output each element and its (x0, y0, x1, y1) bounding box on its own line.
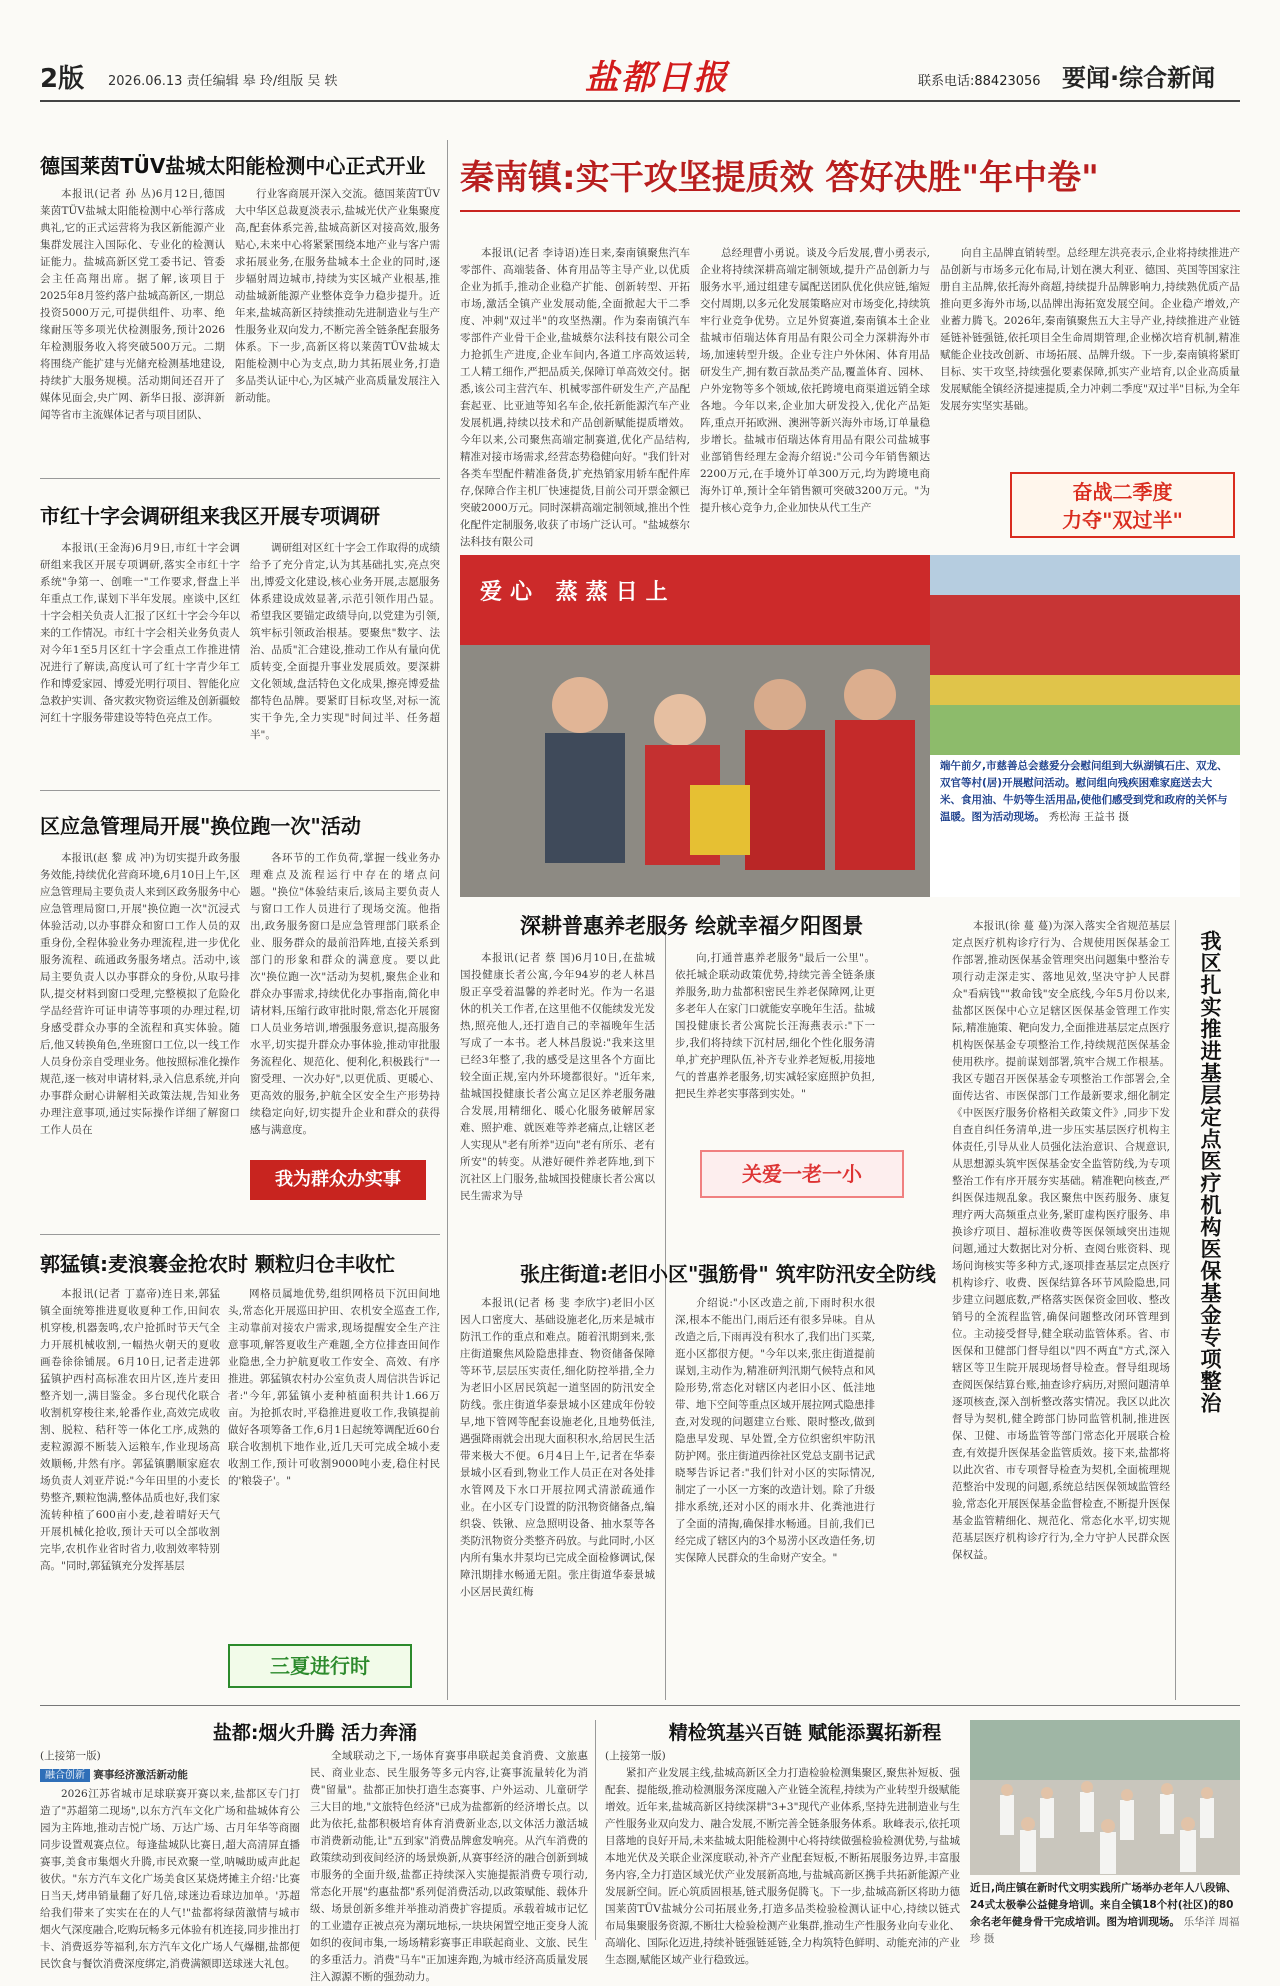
article-body: 本报讯(记者 李诗语)连日来,秦南镇聚焦汽车零部件、高端装备、体育用品等主导产业,以优质企业为抓手,推动企业稳产扩能、创新转型、开拓市场,激活全镇产业发展动能,全面掀起大干二季度、冲刺"双过半"的攻坚热潮。作为秦南镇汽车零部件产业骨干企业,盐城蔡尔法科技有限公司全力抢抓生产进度,企业车间内,各道工序高效运转,工人精工细作,严把品质关,保障订单高效交付。据悉,该公司主营汽车、机械零部件研发生产,产品配套起亚、比亚迪等知名车企,依托新能源汽车产业发展机遇,持续以技术和产品创新赋能提质增效。今年以来,公司聚焦高端定制赛道,优化产品结构,精准对接市场需求,经营态势稳健向好。"我们针对各类车型配件精准备货,扩充热销家用轿车配件库存,保障合作主机厂快速提货,目前公司开票金额已突破2000万元。同时深耕高端定制领域,推出个性化配件定制服务,收获了市场广泛认可。"盐城蔡尔法科技有限公司 (460, 247, 690, 548)
section-divider (40, 478, 440, 479)
headline-rule (460, 210, 1240, 212)
article-title: 我区扎实推进基层定点医疗机构医保基金专项整治 (1198, 930, 1222, 1414)
article-title: 区应急管理局开展"换位跑一次"活动 (40, 814, 361, 838)
column-divider (595, 1720, 596, 1940)
photo-caption: 近日,尚庄镇在新时代文明实践所广场举办老年人八段锦、24式太极拳公益健身培训。来自全镇18个村(社区)的80余名老年健身骨干完成培训。图为培训现场。 乐华洋 周福珍 摄 (970, 1882, 1240, 1945)
section-divider (40, 790, 440, 791)
article-body: 各环节的工作负荷,掌握一线业务办理难点及流程运行中存在的堵点问题。"换位"体验结束后,该局主要负责人与窗口工作人员进行了现场交流。他指出,政务服务窗口是应急管理部门联系企业、服务群众的最前沿阵地,直接关系到部门的形象和群众的满意度。要以此次"换位跑一次"活动为契机,聚焦企业和群众办事需求,持续优化办事指南,简化申请材料,压缩行政审批时限,常态化开展窗口人员业务培训,增强服务意识,提高服务水平,切实提升群众办事体验,推动审批服务流程化、规范化、便利化,积极践行"一窗受理、一次办好",以更优质、更暖心、更高效的服务,护航全区安全生产形势持续稳定向好,切实提升企业和群众的获得感与满意度。 (250, 852, 440, 1136)
slogan-line: 奋战二季度 (1072, 480, 1173, 504)
article-body: 向自主品牌直销转型。总经理左洪亮表示,企业将持续推进产品创新与市场多元化布局,计划在澳大利亚、德国、英国等国家注册自主品牌,依托海外商超,持续提升品牌影响力,持续熟优质产品推向更多海外市场,以品牌出海拓宽发展空间。企业稳产增效,产业蓄力腾飞。2026年,秦南镇聚焦五大主导产业,持续推进产业链延链补链强链,依托项目全生命周期管理,企业梯次培育机制,精准赋能企业技改创新、市场拓展、品牌升级。下一步,秦南镇将紧盯目标、实干攻坚,持续强化要素保障,抓实产业培育,以企业高质量发展赋能全镇经济提速提质,全力冲刺二季度"双过半"目标,为全年发展夯实坚实基础。 (940, 247, 1240, 412)
photo-banner-text: 爱心 蒸蒸日上 (480, 580, 676, 605)
headline: 秦南镇:实干攻坚提质效 答好决胜"年中卷" (460, 158, 1099, 198)
article-body: 总经理曹小勇说。谈及今后发展,曹小勇表示,企业将持续深耕高端定制领域,提升产品创新力与服务水平,通过组建专属配送团队优化供应链,缩短交付周期,以多元化发展策略应对市场变化,持续筑牢行业竞争优势。立足外贸赛道,秦南镇本土企业盐城市佰瑞达体育用品有限公司全力深耕海外市场,加速转型升级。企业专注户外休闲、体育用品研发生产,拥有数百款品类产品,覆盖体育、园林、户外宠物等多个领域,依托跨境电商渠道远销全球各地。今年以来,企业加大研发投入,优化产品矩阵,重点开拓欧洲、澳洲等新兴海外市场,订单量稳步增长。盐城市佰瑞达体育用品有限公司盐城事业部销售经理左金海介绍说:"公司今年销售额达2200万元,在手境外订单300万元,均为跨境电商海外订单,预计全年销售额可突破3200万元。"为提升核心竞争力,企业加快从代工生产 (700, 247, 930, 514)
article-body: 本报讯(徐 蔓 蔓)为深入落实全省规范基层定点医疗机构诊疗行为、合规使用医保基金工作部署,推动医保基金管理突出问题集中整治专项行动走深走实、落地见效,坚决守护人民群众"看病钱""救命钱"安全底线,今年5月份以来,盐都区医保中心立足辖区医保基金管理工作实际,精准施策、靶向发力,全面推进基层定点医疗机构医保基金专项整治工作,持续规范医保基金使用秩序。提前谋划部署,筑牢合规工作根基。我区专题召开医保基金专项整治工作部署会,全面传达省、市医保部门工作最新要求,细化制定《中医医疗服务价格相关政策文件》,同步下发自查自纠任务清单,进一步压实基层医疗机构主体责任,引导从业人员强化法治意识、合规意识,从思想源头筑牢医保基金安全监管防线,为专项整治工作有序开展夯实基础。精准靶向核查,严纠医保违规乱象。我区聚焦中医药服务、康复理疗两大高频重点业务,紧盯虚构医疗服务、串换诊疗项目、超标准收费等医保领域突出违规问题,通过大数据比对分析、查阅台账资料、现场问询核实等多种方式,逐项排查基层定点医疗机构诊疗、收费、医保结算各环节风险隐患,同步建立问题底数,严格落实医保资金回收、整改销号的全流程监管,确保问题整改闭环管理到位。主动接受督导,健全联动监管体系。省、市医保和卫健部门督导组以"四不两直"方式,深入辖区等卫生院开展现场督导检查。督导组现场查阅医保结算台账,抽查诊疗病历,对照问题清单逐项核查,深入剖析整改落实情况。我区以此次督导为契机,健全跨部门协同监管机制,推进医保、卫健、市场监管等部门常态化开展联合检查,有效提升医保基金监管质效。接下来,盐都将以此次省、市专项督导检查为契机,全面梳理规范整治中发现的问题,系统总结医保领域监管经验,常态化开展医保基金监督检查,不断提升医保基金监管精细化、规范化、常态化水平,切实规范基层医疗机构诊疗行为,全力守护人民群众医保权益。 (952, 920, 1170, 1561)
article-title: 深耕普惠养老服务 绘就幸福夕阳图景 (520, 914, 864, 938)
column-divider (447, 140, 448, 1700)
continuation-note: (上接第一版) (605, 1750, 666, 1762)
continuation-note: (上接第一版) (40, 1750, 101, 1762)
article-body: 行业客商展开深入交流。德国莱茵TÜV大中华区总裁夏淡表示,盐城光伏产业集聚度高,配套体系完善,盐城高新区对接高效,服务贴心,未来中心将紧紧围绕本地产业与客户需求拓展业务,在服务盐城本土企业的同时,逐步辐射周边城市,持续为实区城产业根基,推动盐城新能源产业整体竞争力稳步提升。近年来,盐城高新区持续推动先进制造业与生产性服务业双向发力,不断完善全链条配套服务体系。下一步,高新区将以莱茵TÜV盐城太阳能检测中心为支点,助力其拓展业务,打造多品类认证中心,为区城产业高质量发展注入新动能。 (235, 188, 440, 404)
article-body: 向,打通普惠养老服务"最后一公里"。依托城企联动政策优势,持续完善全链条康养服务,助力盐都积密民生养老保障网,让更多老年人在家门口就能安享晚年生活。盐城国投健康长者公寓院长汪海燕表示:"下一步,我们将持续下沉村居,细化个性化服务清单,扩充护理队伍,补齐专业养老短板,用接地气的普惠养老服务,切实减轻家庭照护负担,把民生养老实事落到实处。" (675, 952, 875, 1100)
top-rule (40, 100, 1240, 102)
theme-banner: 我为群众办实事 (250, 1160, 426, 1200)
article-title: 市红十字会调研组来我区开展专项调研 (40, 504, 380, 528)
contact-phone: 联系电话:88423056 (918, 74, 1041, 89)
theme-banner: 关爱一老一小 (700, 1150, 904, 1198)
section-divider (40, 1234, 440, 1235)
article-body: 网格员属地优势,组织网格员下沉田间地头,常态化开展巡田护田、农机安全巡查工作,主动靠前对接农户需求,现场提醒安全生产注意事项,解答夏收生产难题,全方位排查田间作业隐患,全力护航夏收工作安全、高效、有序推进。郭猛镇农村办公室负责人周信洪告诉记者:"今年,郭猛镇小麦种植面积共计1.66万亩。为抢抓农时,平稳推进夏收工作,我镇提前做好各项筹备工作,6月1日起统筹调配近60台联合收割机下地作业,近几天可完成全城小麦收割工作,预计可收割9000吨小麦,稳住村民的'粮袋子'。" (228, 1288, 440, 1487)
article-title: 德国莱茵TÜV盐城太阳能检测中心正式开业 (40, 154, 426, 178)
column-divider (665, 930, 666, 1700)
article-title: 张庄街道:老旧小区"强筋骨" 筑牢防汛安全防线 (520, 1262, 936, 1286)
article-title: 郭猛镇:麦浪褰金抢农时 颗粒归仓丰收忙 (40, 1252, 395, 1276)
subhead-tag: 融合创新 (40, 1769, 90, 1782)
article-body: (上接第一版) 紧扣产业发展主线,盐城高新区全力打造检验检测集聚区,聚焦补短板、强配套、提能级,推动检测服务深度融入产业链全流程,持续为产业转型升级赋能增效。近年来,盐城高新区持续深耕"3+3"现代产业体系,坚持先进制造业与生产性服务业双向发力、融合发展,不断完善全链条服务体系。耿峰表示,依托项目落地的良好开局,未来盐城太阳能检测中心将持续做强检验检测优势,与盐城本地光伏及关联企业深度联动,补齐产业配套短板,不断拓展服务边界,丰富服务内容,全力打造区域光伏产业发展新高地,与盐城高新区携手共拓新能源产业发展新空间。匠心筑质固根基,链式服务促腾飞。下一步,盐城高新区将助力德国莱茵TÜV盐城分公司拓展业务,打造多品类检验检测认证中心,持续以链式布局集聚服务资源,不断壮大检验检测产业集群,推动生产性服务业向专业化、高端化、国际化迈进,持续补链强链延链,全力构筑特色鲜明、动能充沛的产业生态圈,赋能区域产业行稳致远。 (605, 1750, 960, 1966)
subhead (40, 1767, 300, 1784)
edition-meta: 2026.06.13 责任编辑 皋 玲/组版 吴 轶 (108, 74, 338, 89)
article-body: 本报讯(记者 丁嘉帝)连日来,郭猛镇全面统筹推进夏收夏种工作,田间农机穿梭,机器轰鸣,农户抢抓时节天气全力开展机械收割,一幅热火朝天的夏收画卷徐徐铺展。6月10日,记者走进郭猛镇护西村高标准农田片区,连片麦田整齐划一,满目鉴金。多台现代化联合收割机穿梭往来,轮番作业,高效完成收割、脱粒、秸秆等一体化工序,成熟的麦粒源源不断装入运粮车,作业现场高效顺畅,井然有序。郭猛镇鹏顺家庭农场负责人刘亚芹说:"今年田里的小麦长势整齐,颗粒饱满,整体品质也好,我们家流转种植了600亩小麦,趁着晴好天气开展机械化抢收,预计天可以全部收割完毕,农机作业省时省力,收割效率特别高。"同时,郭猛镇充分发挥基层 (40, 1288, 220, 1572)
newspaper-logo: 盐都日报 (585, 58, 729, 98)
section-divider (40, 1705, 1240, 1706)
campaign-slogan (1010, 472, 1235, 538)
column-divider (1175, 920, 1176, 1700)
theme-banner: 三夏进行时 (228, 1644, 412, 1688)
article-body: 本报讯(王金海)6月9日,市红十字会调研组来我区开展专项调研,落实全市红十字系统"争第一、创唯一"工作要求,督盘上半年重点工作,谋划下半年发展。座谈中,区红十字会相关负责人汇报了区红十字会今年以来的工作情况。市红十字会相关业务负责人对今年1至5月区红十字会重点工作推进情况进行了解读,高度认可了红十字青少年工作和博爱家园、博爱光明行项目、智能化应急救护实训、备灾救灾物资运维及创新疆蛟河红十字服务带建设等特色亮点工作。 (40, 542, 240, 724)
article-body: 本报讯(记者 杨 斐 李欣宇)老旧小区因人口密度大、基础设施老化,历来是城市防汛工作的重点和难点。随着汛期到来,张庄街道聚焦风险隐患排查、物资储备保障等环节,层层压实责任,细化防控举措,全力为老旧小区居民筑起一道坚固的防汛安全防线。张庄街道华泰景城小区建成年份较早,地下管网等配套设施老化,且地势低洼,遇强降雨就会出现大面积积水,给居民生活带来极大不便。6月4日上午,记者在华泰景城小区看到,物业工作人员正在对各处排水管网及下水口开展拉网式清淤疏通作业。在小区专门设置的防汛物资储备点,编织袋、铁锹、应急照明设备、抽水泵等各类防汛物资分类整齐码放。与此同时,小区内所有集水井泵均已完成全面检修调试,保障汛期排水畅通无阻。张庄街道华泰景城小区居民黄红梅 (460, 1297, 655, 1598)
article-title: 精检筑基兴百链 赋能添翼拓新程 (668, 1722, 942, 1744)
photo-caption: 端午前夕,市慈善总会慈爱分会慰问组到大纵湖镇石庄、双龙、双官等村(居)开展慰问活动。慰问组向残疾困难家庭送去大米、食用油、牛奶等生活用品,使他们感受到党和政府的关怀与温暖。图为活动现场。 秀松海 王益书 摄 (940, 760, 1228, 823)
edition-label: 2版 (40, 64, 85, 94)
article-body: 调研组对区红十字会工作取得的成绩给予了充分肯定,认为其基础扎实,亮点突出,博爱文化建设,核心业务开展,志愿服务体系建设成效显著,示范引领作用凸显。希望我区要锚定政绩导向,以党建为引领,筑牢标引领政治根基。要聚焦"数字、法治、品质"汇合建设,推动工作从有量向优质转变,全面提升事业发展质效。要深耕文化领域,盘活特色文化成果,擦亮博爱盐都特色品牌。要紧盯目标攻坚,对标一流实干争先,全力实现"时间过半、任务超半"。 (250, 542, 440, 741)
news-photo (970, 1720, 1240, 1875)
article-body: 介绍说:"小区改造之前,下雨时积水很深,根本不能出门,雨后还有很多异味。自从改造之后,下雨再没有积水了,我们出门买菜,逛小区都很方便。"今年以来,张庄街道提前谋划,主动作为,精准研判汛期气候特点和风险形势,常态化对辖区内老旧小区、低洼地带、地下空间等重点区域开展拉网式隐患排查,对发现的问题建立台账、限时整改,做到隐患早发现、早处置,全方位织密织牢防汛防护网。张庄街道西徐社区党总支副书记武晓琴告诉记者:"我们针对小区的实际情况,制定了一小区一方案的改造计划。除了升级排水系统,还对小区的雨水井、化粪池进行了全面的清掏,确保排水畅通。目前,我们已经完成了辖区内的3个易涝小区改造任务,切实保障人民群众的生命财产安全。" (675, 1297, 875, 1564)
article-body: 本报讯(记者 蔡 国)6月10日,在盐城国投健康长者公寓,今年94岁的老人林昌殷正享受着温馨的养老时光。作为一名退休的机关工作者,在这里他不仅能续发光发热,照亮他人,还打造自己的幸福晚年生活写成了一本书。老人林昌殷说:"我来这里已经3年整了,我的感受是这里各个方面比较全面正规,室内外环境都很好。"近年来,盐城国投健康长者公寓立足区养老服务融合发展,用精细化、暖心化服务破解居家难、照护难、就医难等养老痛点,让辖区老人实现从"老有所养"迈向"老有所乐、老有所安"的转变。从港好硬件养老阵地,到下沉社区上门服务,盐城国投健康长者公寓以民生需求为导 (460, 952, 655, 1202)
section-title: 要闻·综合新闻 (1062, 64, 1216, 92)
article-body: (上接第一版) 融合创新 赛事经济激活新动能 2026江苏省城市足球联赛开赛以来,盐都区专门打造了"苏超第二现场",以东方汽车文化广场和盐城体育公园为主阵地,推动吉悦广场、万达广场、古月年华等商圈同步设置观赛点位。每逢盐城队比赛日,超大高清屏直播赛事,美食市集烟火升腾,市民欢聚一堂,呐喊助威声此起彼伏。"东方汽车文化广场美食区某烧烤摊主介绍:'比赛日当天,烤串销量翻了好几倍,球迷边看球边加单。'苏超给我们带来了实实在在的人气!"盐都将绿茵激情与城市烟火气深度融合,吃购玩畅多元体验有机连接,同步推出打卡、消费返券等福利,东方汽车文化广场人气爆棚,盐都便民饮食与餐饮消费深度绑定,消费满额即送球迷大礼包。 (40, 1750, 300, 1970)
slogan-line: 力夺"双过半" (1062, 508, 1183, 532)
article-body: 本报讯(记者 孙 丛)6月12日,德国莱茵TÜV盐城太阳能检测中心举行落成典礼,它的正式运营将为我区新能源产业集群发展注入国际化、专业化的检测认证能力。盐城高新区党工委书记、管委会主任高翔出席。据了解,该项目于2025年8月签约落户盐城高新区,一期总投资5000万元,可提供组件、功率、绝缘耐压等多项光伏检测服务,预计2026年检测服务收入将突破500万元。二期将围绕产能扩建与光储充检测基地建设,持续扩大服务规模。活动期间还召开了媒体见面会,央广网、新华日报、澎湃新闻等省市主流媒体记者与项目团队、 (40, 188, 225, 421)
article-body: 本报讯(赵 黎 成 冲)为切实提升政务服务效能,持续优化营商环境,6月10日上午,区应急管理局主要负责人来到区政务服务中心应急管理局窗口,开展"换位跑一次"沉浸式体验活动,以办事群众和窗口工作人员的双重身份,全程体验业务办理流程,进一步优化服务流程、疏通政务服务堵点。活动中,该局主要负责人以办事群众的身份,从取号排队,提交材料到窗口受理,完整模拟了危险化学品经营许可证申请等事项的办理过程,切身感受群众办事的全流程和真实体验。随后,他又转换角色,坐班窗口工位,以一线工作人员身份亲自受理业务。他按照标准化操作规范,逐一核对申请材料,录入信息系统,并向办事群众耐心讲解相关政策法规,告知业务办理注意事项,通过实际操作详细了解窗口工作人员在 (40, 852, 240, 1136)
subhead-text: 赛事经济激活新动能 (93, 1769, 188, 1781)
article-body: 全域联动之下,一场体育赛事串联起美食消费、文旅惠民、商业业态、民生服务等多元内容,让赛事流量转化为消费"留量"。盐都正加快打造生态赛事、户外运动、儿童研学三大目的地,"文旅特色经济"已成为盐都新的经济增长点。以此为依托,盐都积极培育体育消费新业态,以文体活力激活城市消费新动能,让"五到家"消费品牌愈发响亮。从汽车消费的政策续动到夜间经济的场景焕新,从赛事经济的融合创新到城市服务的全面升级,盐都正持续深入实施提振消费专项行动,常态化开展"约惠盐都"系列促消费活动,以政策赋能、载体升级、场景创新多维并举推动消费扩容提质。承载着城市记忆的工业遗存正被点亮为潮玩地标,一块块闲置空地正变身人流如织的夜间市集,一场场精彩赛事正串联起商业、文旅、民生的多重活力。消费"马车"正加速奔跑,为城市经济高质量发展注入源源不断的强劲动力。 (310, 1750, 588, 1983)
article-title: 盐都:烟火升腾 活力奔涌 (212, 1722, 418, 1744)
